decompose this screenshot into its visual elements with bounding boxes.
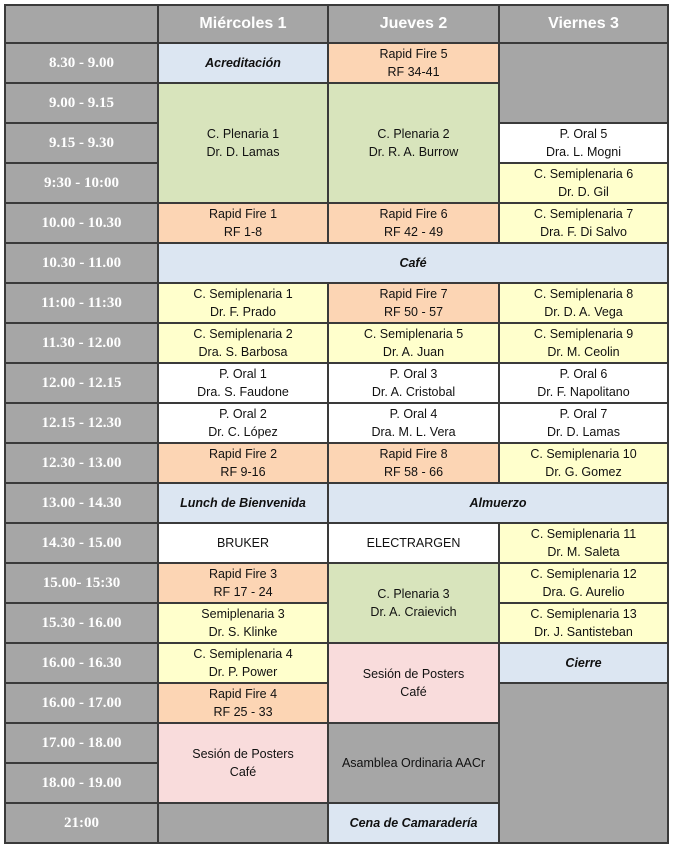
event-asamblea: Asamblea Ordinaria AACr bbox=[328, 723, 499, 803]
time-slot: 12.15 - 12.30 bbox=[5, 403, 158, 443]
time-slot: 11.30 - 12.00 bbox=[5, 323, 158, 363]
table-row bbox=[5, 403, 668, 443]
time-slot: 18.00 - 19.00 bbox=[5, 763, 158, 803]
event-electrargen: ELECTRARGEN bbox=[328, 523, 499, 563]
table-row bbox=[5, 243, 668, 283]
event-oral-7: P. Oral 7 Dr. D. Lamas bbox=[499, 403, 668, 443]
event-acreditacion: Acreditación bbox=[158, 43, 328, 83]
event-plenaria-3: C. Plenaria 3 Dr. A. Craievich bbox=[328, 563, 499, 643]
event-rapid-fire-8: Rapid Fire 8 RF 58 - 66 bbox=[328, 443, 499, 483]
event-semiplenaria-3: Semiplenaria 3 Dr. S. Klinke bbox=[158, 603, 328, 643]
time-slot: 10.00 - 10.30 bbox=[5, 203, 158, 243]
table-row bbox=[5, 203, 668, 243]
table-row bbox=[5, 43, 668, 83]
event-plenaria-1: C. Plenaria 1 Dr. D. Lamas bbox=[158, 83, 328, 203]
time-slot: 9.15 - 9.30 bbox=[5, 123, 158, 163]
table-row bbox=[5, 283, 668, 323]
event-semiplenaria-8: C. Semiplenaria 8 Dr. D. A. Vega bbox=[499, 283, 668, 323]
schedule-table bbox=[4, 4, 669, 844]
day-header-miercoles: Miércoles 1 bbox=[158, 5, 328, 43]
day-header-viernes: Viernes 3 bbox=[499, 5, 668, 43]
empty-cell bbox=[158, 803, 328, 843]
event-rapid-fire-2: Rapid Fire 2 RF 9-16 bbox=[158, 443, 328, 483]
event-semiplenaria-5: C. Semiplenaria 5 Dr. A. Juan bbox=[328, 323, 499, 363]
event-rapid-fire-4: Rapid Fire 4 RF 25 - 33 bbox=[158, 683, 328, 723]
time-slot: 15.30 - 16.00 bbox=[5, 603, 158, 643]
time-slot: 9:30 - 10:00 bbox=[5, 163, 158, 203]
event-almuerzo: Almuerzo bbox=[328, 483, 668, 523]
table-row bbox=[5, 563, 668, 603]
event-rapid-fire-1: Rapid Fire 1 RF 1-8 bbox=[158, 203, 328, 243]
event-oral-3: P. Oral 3 Dr. A. Cristobal bbox=[328, 363, 499, 403]
event-semiplenaria-1: C. Semiplenaria 1 Dr. F. Prado bbox=[158, 283, 328, 323]
event-semiplenaria-9: C. Semiplenaria 9 Dr. M. Ceolin bbox=[499, 323, 668, 363]
event-semiplenaria-11: C. Semiplenaria 11 Dr. M. Saleta bbox=[499, 523, 668, 563]
event-cafe: Café bbox=[158, 243, 668, 283]
time-slot: 14.30 - 15.00 bbox=[5, 523, 158, 563]
table-row bbox=[5, 363, 668, 403]
empty-cell bbox=[499, 683, 668, 843]
event-rapid-fire-6: Rapid Fire 6 RF 42 - 49 bbox=[328, 203, 499, 243]
event-posters-jueves: Sesión de Posters Café bbox=[328, 643, 499, 723]
table-row bbox=[5, 443, 668, 483]
time-slot: 12.30 - 13.00 bbox=[5, 443, 158, 483]
table-row bbox=[5, 523, 668, 563]
event-rapid-fire-7: Rapid Fire 7 RF 50 - 57 bbox=[328, 283, 499, 323]
event-semiplenaria-13: C. Semiplenaria 13 Dr. J. Santisteban bbox=[499, 603, 668, 643]
time-slot: 12.00 - 12.15 bbox=[5, 363, 158, 403]
time-slot: 17.00 - 18.00 bbox=[5, 723, 158, 763]
time-slot: 13.00 - 14.30 bbox=[5, 483, 158, 523]
event-oral-2: P. Oral 2 Dr. C. López bbox=[158, 403, 328, 443]
event-semiplenaria-6: C. Semiplenaria 6 Dr. D. Gil bbox=[499, 163, 668, 203]
event-oral-4: P. Oral 4 Dra. M. L. Vera bbox=[328, 403, 499, 443]
header-corner bbox=[5, 5, 158, 43]
event-rapid-fire-5: Rapid Fire 5 RF 34-41 bbox=[328, 43, 499, 83]
event-semiplenaria-10: C. Semiplenaria 10 Dr. G. Gomez bbox=[499, 443, 668, 483]
table-row bbox=[5, 483, 668, 523]
event-rapid-fire-3: Rapid Fire 3 RF 17 - 24 bbox=[158, 563, 328, 603]
event-semiplenaria-12: C. Semiplenaria 12 Dra. G. Aurelio bbox=[499, 563, 668, 603]
day-header-jueves: Jueves 2 bbox=[328, 5, 499, 43]
event-oral-1: P. Oral 1 Dra. S. Faudone bbox=[158, 363, 328, 403]
time-slot: 11:00 - 11:30 bbox=[5, 283, 158, 323]
event-plenaria-2: C. Plenaria 2 Dr. R. A. Burrow bbox=[328, 83, 499, 203]
table-row bbox=[5, 643, 668, 683]
event-oral-6: P. Oral 6 Dr. F. Napolitano bbox=[499, 363, 668, 403]
event-oral-5: P. Oral 5 Dra. L. Mogni bbox=[499, 123, 668, 163]
event-cena: Cena de Camaradería bbox=[328, 803, 499, 843]
event-semiplenaria-4: C. Semiplenaria 4 Dr. P. Power bbox=[158, 643, 328, 683]
time-slot: 15.00- 15:30 bbox=[5, 563, 158, 603]
time-slot: 16.00 - 17.00 bbox=[5, 683, 158, 723]
event-bruker: BRUKER bbox=[158, 523, 328, 563]
event-lunch: Lunch de Bienvenida bbox=[158, 483, 328, 523]
event-semiplenaria-2: C. Semiplenaria 2 Dra. S. Barbosa bbox=[158, 323, 328, 363]
table-row bbox=[5, 323, 668, 363]
header-row bbox=[5, 5, 668, 43]
time-slot: 21:00 bbox=[5, 803, 158, 843]
time-slot: 16.00 - 16.30 bbox=[5, 643, 158, 683]
time-slot: 10.30 - 11.00 bbox=[5, 243, 158, 283]
event-semiplenaria-7: C. Semiplenaria 7 Dra. F. Di Salvo bbox=[499, 203, 668, 243]
empty-cell bbox=[499, 43, 668, 123]
event-posters-miercoles: Sesión de Posters Café bbox=[158, 723, 328, 803]
event-cierre: Cierre bbox=[499, 643, 668, 683]
time-slot: 9.00 - 9.15 bbox=[5, 83, 158, 123]
time-slot: 8.30 - 9.00 bbox=[5, 43, 158, 83]
